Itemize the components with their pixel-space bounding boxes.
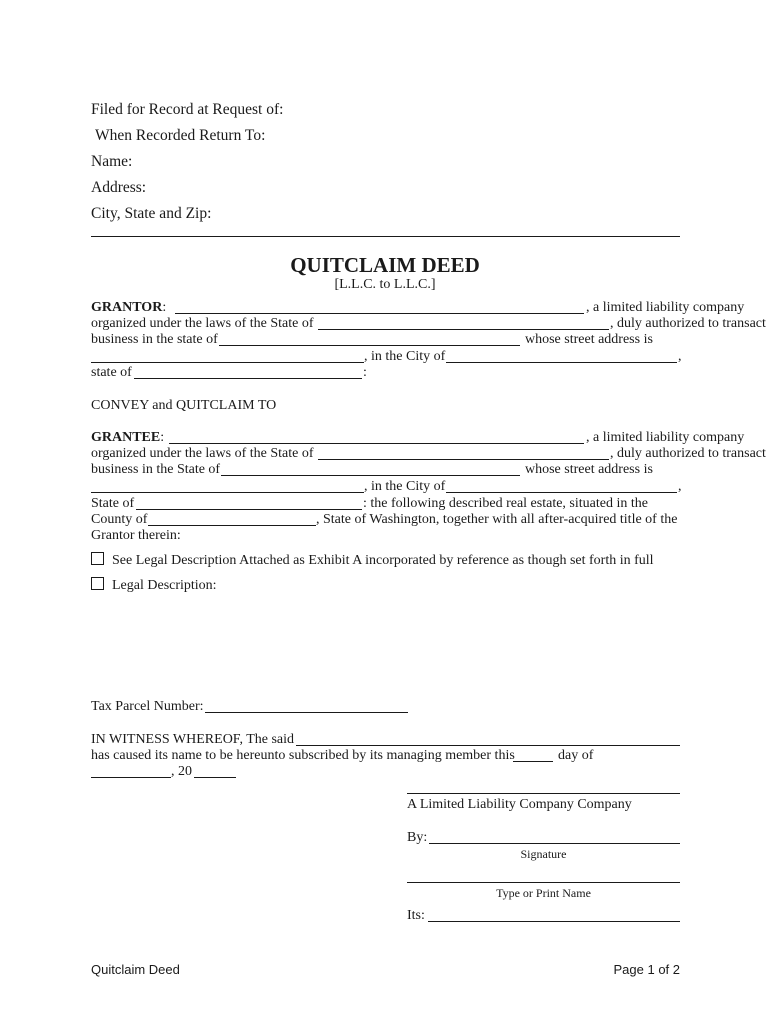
grantee-washington-text: , State of Washington, together with all after-acquired title of the bbox=[316, 512, 678, 527]
grantee-street-text: whose street address is bbox=[525, 462, 653, 477]
legal-description-option bbox=[91, 577, 217, 594]
tax-parcel-label: Tax Parcel Number: bbox=[91, 699, 204, 714]
grantee-label: GRANTEE bbox=[91, 430, 161, 445]
exhibit-option bbox=[91, 552, 654, 569]
footer-document-name: Quitclaim Deed bbox=[91, 962, 180, 977]
filed-for-record-label: Filed for Record at Request of: bbox=[91, 101, 284, 118]
grantor-state-organized-field[interactable] bbox=[318, 317, 609, 330]
grantor-state-field[interactable] bbox=[134, 366, 362, 379]
grantee-organized-text: organized under the laws of the State of bbox=[91, 446, 314, 461]
document-title: QUITCLAIM DEED bbox=[290, 253, 480, 277]
grantee-line-1: GRANTEE: bbox=[91, 430, 165, 445]
grantee-county-text: County of bbox=[91, 512, 148, 527]
grantor-therein-text: Grantor therein: bbox=[91, 528, 181, 543]
footer-page-number: Page 1 of 2 bbox=[613, 962, 680, 977]
grantor-business-text: business in the state of bbox=[91, 332, 218, 347]
document-subtitle: [L.L.C. to L.L.C.] bbox=[334, 277, 436, 292]
grantee-state-organized-field[interactable] bbox=[318, 447, 609, 460]
city-state-zip-label: City, State and Zip: bbox=[91, 205, 212, 222]
grantor-city-text: , in the City of bbox=[364, 349, 446, 364]
exhibit-checkbox[interactable] bbox=[91, 552, 104, 565]
by-label: By: bbox=[407, 830, 428, 845]
exhibit-option-label: See Legal Description Attached as Exhibit A incorporated by reference as though set forth in full bbox=[112, 553, 654, 568]
grantee-city-field[interactable] bbox=[446, 480, 677, 493]
witness-year-field[interactable] bbox=[194, 765, 236, 778]
grantee-name-field[interactable] bbox=[169, 431, 584, 444]
grantor-name-field[interactable] bbox=[175, 301, 584, 314]
witness-subscribed-text: has caused its name to be hereunto subscribed by its managing member this bbox=[91, 748, 515, 763]
grantee-following-text: : the following described real estate, situated in the bbox=[363, 496, 648, 511]
address-label: Address: bbox=[91, 179, 147, 196]
grantee-llc-text: , a limited liability company bbox=[586, 430, 745, 445]
grantee-state-field[interactable] bbox=[136, 497, 362, 510]
grantor-state-text: state of bbox=[91, 365, 132, 380]
its-label: Its: bbox=[407, 908, 425, 923]
witness-day-of-text: day of bbox=[558, 748, 594, 763]
signature-caption: Signature bbox=[520, 847, 567, 861]
tax-parcel-field[interactable] bbox=[205, 700, 408, 713]
grantee-authorized-text: , duly authorized to transact bbox=[610, 446, 766, 461]
grantor-line-1: GRANTOR: bbox=[91, 300, 167, 315]
type-print-caption: Type or Print Name bbox=[496, 886, 591, 900]
grantee-city-text: , in the City of bbox=[364, 479, 446, 494]
grantee-street-address-field[interactable] bbox=[91, 480, 364, 493]
grantor-organized-text: organized under the laws of the State of bbox=[91, 316, 314, 331]
company-name-line[interactable] bbox=[407, 793, 680, 794]
grantee-state-text: State of bbox=[91, 496, 135, 511]
grantee-business-text: business in the State of bbox=[91, 462, 221, 477]
witness-day-field[interactable] bbox=[513, 749, 553, 762]
legal-description-checkbox[interactable] bbox=[91, 577, 104, 590]
document-page: Filed for Record at Request of: When Recorded Return To: Name: Address: City, State and Zip: QUITCLAIM DEED [L.L.C. to L.L.C.] GRANTOR: , a limited liability company organized under the laws of the State of , duly authorized to transact business in the state of whose street address is , in the City of , state of : CONVEY and QUITCLAIM TO GRANTEE: , a limited liability company organized under the laws of the State of , duly authorized to transact business in the State of whose street address is , in the City of , State of : the following described real estate, situated in the County of , State of Washington, together with all after-acquired title of the Grantor therein: See Legal Description Attached as Exhibit A incorporated by reference as though set forth in full Legal Description: Tax Parcel Number: IN WITNESS WHEREOF, The said has caused its name to be hereunto subscribed by its managing member this day of , 20 A Limited Liability Company Company By: Signature Type or Print Name Its: Quitclaim Deed Page 1 of 2 bbox=[0, 0, 770, 1024]
convey-text: CONVEY and QUITCLAIM TO bbox=[91, 398, 277, 413]
grantee-business-state-field[interactable] bbox=[221, 463, 520, 476]
by-signature-field[interactable] bbox=[429, 831, 680, 844]
grantor-city-field[interactable] bbox=[446, 350, 677, 363]
witness-month-field[interactable] bbox=[91, 765, 171, 778]
its-title-field[interactable] bbox=[428, 909, 680, 922]
grantor-llc-text: , a limited liability company bbox=[586, 300, 745, 315]
when-recorded-label: When Recorded Return To: bbox=[95, 127, 266, 144]
grantor-authorized-text: , duly authorized to transact bbox=[610, 316, 766, 331]
print-name-line[interactable] bbox=[407, 882, 680, 883]
header-divider bbox=[91, 236, 680, 237]
grantor-label: GRANTOR bbox=[91, 300, 163, 315]
name-label: Name: bbox=[91, 153, 133, 170]
witness-text: IN WITNESS WHEREOF, The said bbox=[91, 732, 295, 747]
witness-year-prefix: , 20 bbox=[171, 764, 192, 779]
legal-description-label: Legal Description: bbox=[112, 578, 217, 593]
grantor-street-address-field[interactable] bbox=[91, 350, 364, 363]
grantor-street-text: whose street address is bbox=[525, 332, 653, 347]
company-label: A Limited Liability Company Company bbox=[407, 797, 632, 812]
grantor-business-state-field[interactable] bbox=[219, 333, 520, 346]
witness-name-field[interactable] bbox=[296, 733, 680, 746]
grantee-county-field[interactable] bbox=[148, 513, 316, 526]
